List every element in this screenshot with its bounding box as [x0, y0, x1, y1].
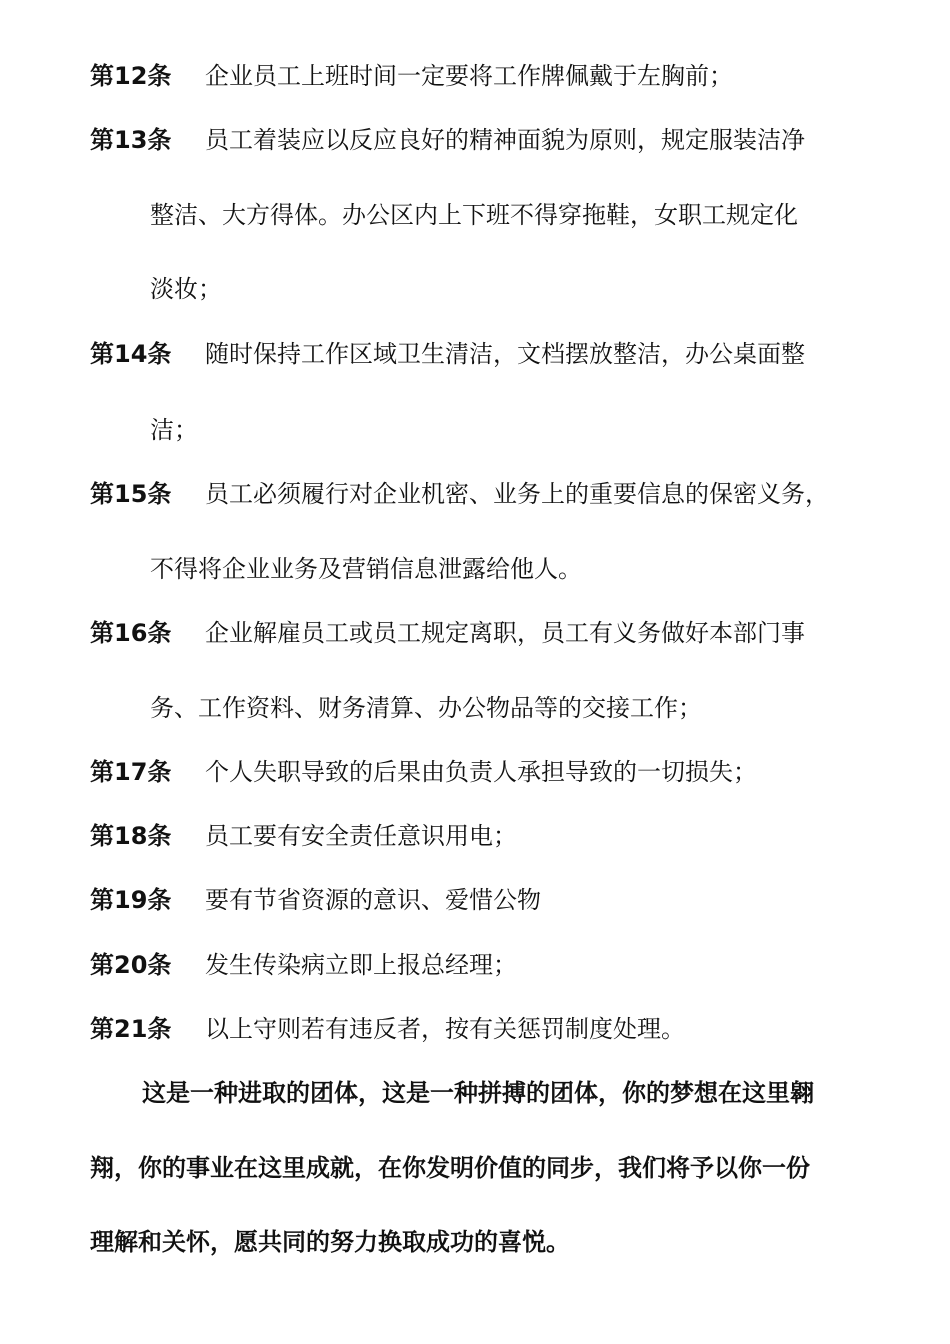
article-text: 员工要有安全责任意识用电； [205, 822, 517, 850]
article-number: 第14条 [90, 340, 172, 368]
article-text: 企业解雇员工或员工规定离职，员工有义务做好本部门事 [205, 619, 805, 647]
article-number: 第17条 [90, 758, 172, 786]
article-text: 要有节省资源的意识、爱惜公物 [205, 886, 541, 914]
article-text: 个人失职导致的后果由负责人承担导致的一切损失； [205, 758, 757, 786]
article-number: 第21条 [90, 1015, 172, 1043]
article-number: 第19条 [90, 886, 172, 914]
article-text-continuation: 洁； [150, 416, 198, 444]
article-text: 员工着装应以反应良好的精神面貌为原则，规定服装洁净 [205, 126, 805, 154]
article-number: 第13条 [90, 126, 172, 154]
article-text-continuation: 务、工作资料、财务清算、办公物品等的交接工作； [150, 694, 702, 722]
article-text: 发生传染病立即上报总经理； [205, 951, 517, 979]
article-text-continuation: 整洁、大方得体。办公区内上下班不得穿拖鞋，女职工规定化 [150, 201, 798, 229]
article-text: 企业员工上班时间一定要将工作牌佩戴于左胸前； [205, 62, 733, 90]
article-number: 第16条 [90, 619, 172, 647]
article-text-continuation: 淡妆； [150, 275, 222, 303]
article-text: 随时保持工作区域卫生清洁，文档摆放整洁，办公桌面整 [205, 340, 805, 368]
article-number: 第20条 [90, 951, 172, 979]
article-text: 员工必须履行对企业机密、业务上的重要信息的保密义务， [205, 480, 829, 508]
article-text-continuation: 不得将企业业务及营销信息泄露给他人。 [150, 555, 582, 583]
closing-line-3: 理解和关怀，愿共同的努力换取成功的喜悦。 [90, 1228, 570, 1256]
article-number: 第15条 [90, 480, 172, 508]
article-number: 第18条 [90, 822, 172, 850]
article-number: 第12条 [90, 62, 172, 90]
article-text: 以上守则若有违反者，按有关惩罚制度处理。 [205, 1015, 685, 1043]
closing-line-2: 翔，你的事业在这里成就，在你发明价值的同步，我们将予以你一份 [90, 1154, 810, 1182]
closing-line-1: 这是一种进取的团体，这是一种拼搏的团体，你的梦想在这里翱 [142, 1079, 814, 1107]
